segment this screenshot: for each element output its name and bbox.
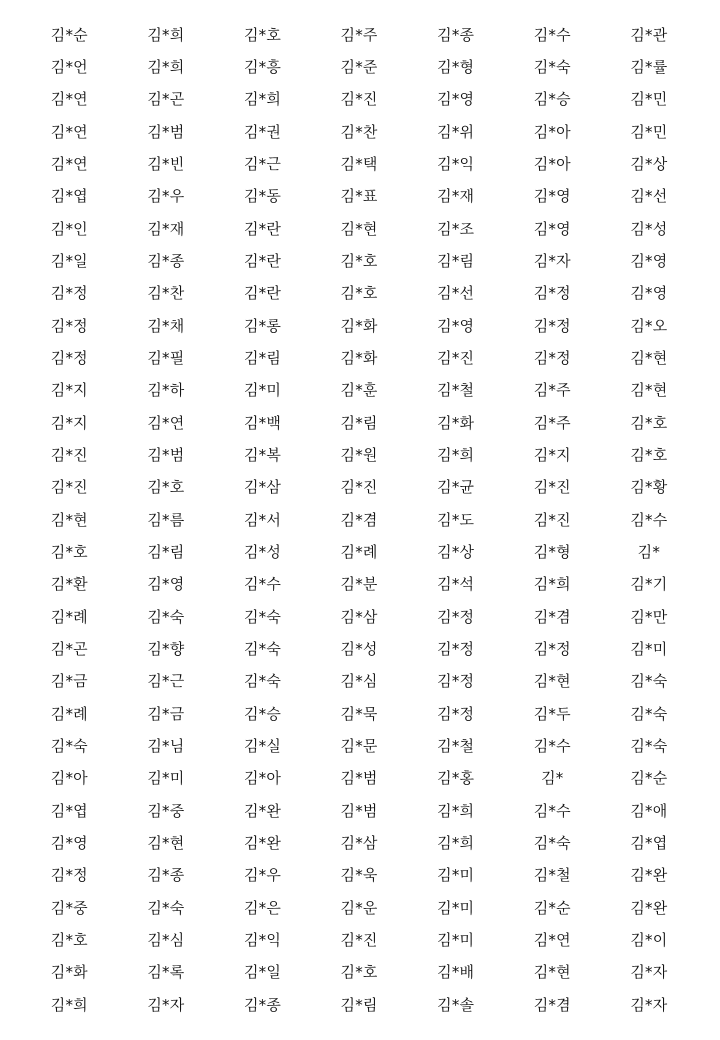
name-cell: 김*정	[437, 704, 475, 723]
name-cell: 김*림	[437, 251, 475, 270]
name-cell: 김*종	[243, 995, 282, 1014]
name-cell: 김*진	[533, 510, 571, 529]
name-cell: 김*호	[243, 25, 282, 44]
name-cell: 김*님	[147, 736, 185, 755]
name-cell: 김*배	[437, 963, 475, 982]
name-cell: 김*희	[243, 90, 282, 109]
name-cell: 김*만	[630, 607, 668, 626]
name-cell: 김*현	[147, 833, 185, 852]
name-cell: 김*택	[340, 154, 378, 173]
name-cell: 김*우	[147, 187, 185, 206]
name-cell: 김*화	[340, 316, 378, 335]
name-cell: 김*영	[630, 284, 668, 303]
name-cell: 김*겸	[533, 995, 571, 1014]
name-cell: 김*례	[50, 607, 88, 626]
name-cell: 김*표	[340, 187, 378, 206]
name-cell: 김*중	[50, 898, 88, 917]
name-cell: 김*금	[147, 704, 185, 723]
name-cell: 김*미	[437, 930, 475, 949]
name-cell: 김*호	[340, 251, 378, 270]
name-cell: 김*형	[437, 57, 475, 76]
name-cell: 김*황	[630, 478, 668, 497]
name-cell: 김*재	[147, 219, 185, 238]
name-cell: 김*애	[630, 801, 668, 820]
name-cell: 김*영	[147, 575, 185, 594]
name-cell: 김*민	[630, 122, 668, 141]
name-cell: 김*정	[50, 866, 88, 885]
name-cell: 김*일	[50, 251, 88, 270]
name-cell: 김*복	[243, 445, 282, 464]
name-cell: 김*도	[437, 510, 475, 529]
name-cell: 김*현	[630, 381, 668, 400]
name-cell: 김*겸	[340, 510, 378, 529]
name-cell: 김*지	[50, 413, 88, 432]
name-cell: 김*근	[243, 154, 282, 173]
name-cell: 김*숙	[630, 704, 668, 723]
name-cell: 김*미	[437, 898, 475, 917]
name-cell: 김*희	[437, 445, 475, 464]
name-cell: 김*	[541, 769, 564, 788]
name-cell: 김*미	[243, 381, 282, 400]
name-cell: 김*훈	[340, 381, 378, 400]
name-cell: 김*상	[630, 154, 668, 173]
name-cell: 김*호	[630, 445, 668, 464]
name-cell: 김*인	[50, 219, 88, 238]
name-cell: 김*형	[533, 542, 571, 561]
name-cell: 김*정	[533, 284, 571, 303]
name-list-grid	[21, 19, 697, 1021]
name-cell: 김*실	[243, 736, 282, 755]
name-cell: 김*채	[147, 316, 185, 335]
name-cell: 김*화	[50, 963, 88, 982]
name-cell: 김*승	[243, 704, 282, 723]
name-cell: 김*숙	[630, 736, 668, 755]
name-cell: 김*백	[243, 413, 282, 432]
name-cell: 김*원	[340, 445, 378, 464]
name-cell: 김*롱	[243, 316, 282, 335]
name-cell: 김*희	[147, 57, 185, 76]
name-cell: 김*란	[243, 219, 282, 238]
name-cell: 김*숙	[243, 639, 282, 658]
name-cell: 김*희	[533, 575, 571, 594]
name-cell: 김*범	[340, 801, 378, 820]
name-cell: 김*희	[437, 833, 475, 852]
name-cell: 김*수	[243, 575, 282, 594]
name-cell: 김*완	[630, 866, 668, 885]
name-cell: 김*선	[630, 187, 668, 206]
name-cell: 김*균	[437, 478, 475, 497]
name-cell: 김*은	[243, 898, 282, 917]
name-cell: 김*성	[340, 639, 378, 658]
name-cell: 김*삼	[340, 833, 378, 852]
name-cell: 김*완	[630, 898, 668, 917]
name-cell: 김*림	[340, 995, 378, 1014]
name-cell: 김*현	[533, 672, 571, 691]
name-cell: 김*석	[437, 575, 475, 594]
name-cell: 김*호	[340, 963, 378, 982]
name-cell: 김*중	[147, 801, 185, 820]
name-cell: 김*기	[630, 575, 668, 594]
name-cell: 김*현	[533, 963, 571, 982]
name-cell: 김*란	[243, 251, 282, 270]
name-cell: 김*숙	[630, 672, 668, 691]
name-cell: 김*숙	[50, 736, 88, 755]
name-cell: 김*운	[340, 898, 378, 917]
name-cell: 김*곤	[50, 639, 88, 658]
name-cell: 김*진	[340, 478, 378, 497]
name-cell: 김*수	[533, 801, 571, 820]
name-cell: 김*림	[340, 413, 378, 432]
name-cell: 김*준	[340, 57, 378, 76]
name-cell: 김*영	[533, 187, 571, 206]
name-cell: 김*아	[243, 769, 282, 788]
name-cell: 김*영	[630, 251, 668, 270]
name-cell: 김*수	[533, 736, 571, 755]
name-cell: 김*정	[437, 607, 475, 626]
name-cell: 김*화	[340, 348, 378, 367]
name-cell: 김*연	[533, 930, 571, 949]
name-cell: 김*숙	[243, 672, 282, 691]
name-cell: 김*욱	[340, 866, 378, 885]
name-cell: 김*문	[340, 736, 378, 755]
name-cell: 김*엽	[50, 187, 88, 206]
name-cell: 김*호	[50, 542, 88, 561]
name-cell: 김*주	[533, 381, 571, 400]
name-cell: 김*진	[340, 90, 378, 109]
name-cell: 김*숙	[147, 607, 185, 626]
name-cell: 김*순	[630, 769, 668, 788]
name-cell: 김*지	[533, 445, 571, 464]
name-cell: 김*미	[630, 639, 668, 658]
name-cell: 김*정	[50, 316, 88, 335]
name-cell: 김*정	[437, 639, 475, 658]
name-cell: 김*분	[340, 575, 378, 594]
name-cell: 김*종	[147, 251, 185, 270]
name-cell: 김*호	[630, 413, 668, 432]
name-cell: 김*숙	[533, 833, 571, 852]
name-cell: 김*삼	[340, 607, 378, 626]
name-cell: 김*영	[533, 219, 571, 238]
name-cell: 김*미	[437, 866, 475, 885]
name-cell: 김*숙	[243, 607, 282, 626]
name-cell: 김*영	[50, 833, 88, 852]
name-cell: 김*미	[147, 769, 185, 788]
name-cell: 김*자	[533, 251, 571, 270]
name-cell: 김*민	[630, 90, 668, 109]
name-cell: 김*지	[50, 381, 88, 400]
name-cell: 김*주	[340, 25, 378, 44]
name-cell: 김*일	[243, 963, 282, 982]
name-cell: 김*진	[50, 478, 88, 497]
name-cell: 김*영	[437, 316, 475, 335]
name-cell: 김*호	[147, 478, 185, 497]
name-cell: 김*순	[533, 898, 571, 917]
name-cell: 김*정	[533, 348, 571, 367]
name-cell: 김*희	[50, 995, 88, 1014]
name-cell: 김*심	[340, 672, 378, 691]
name-cell: 김*화	[437, 413, 475, 432]
name-cell: 김*조	[437, 219, 475, 238]
name-cell: 김*림	[147, 542, 185, 561]
name-cell: 김*종	[147, 866, 185, 885]
name-cell: 김*숙	[533, 57, 571, 76]
name-cell: 김*영	[437, 90, 475, 109]
name-cell: 김*정	[533, 639, 571, 658]
name-cell: 김*동	[243, 187, 282, 206]
name-cell: 김*주	[533, 413, 571, 432]
name-cell: 김*성	[243, 542, 282, 561]
name-cell: 김*자	[147, 995, 185, 1014]
name-cell: 김*솔	[437, 995, 475, 1014]
name-cell: 김*찬	[147, 284, 185, 303]
name-cell: 김*홍	[437, 769, 475, 788]
name-cell: 김*오	[630, 316, 668, 335]
name-cell: 김*우	[243, 866, 282, 885]
name-cell: 김*자	[630, 995, 668, 1014]
name-cell: 김*선	[437, 284, 475, 303]
name-cell: 김*록	[147, 963, 185, 982]
name-cell: 김*익	[437, 154, 475, 173]
name-cell: 김*진	[533, 478, 571, 497]
name-cell: 김*관	[630, 25, 668, 44]
name-cell: 김*하	[147, 381, 185, 400]
name-cell: 김*호	[340, 284, 378, 303]
name-cell: 김*현	[50, 510, 88, 529]
name-cell: 김*엽	[630, 833, 668, 852]
name-cell: 김*숙	[147, 898, 185, 917]
name-cell: 김*완	[243, 801, 282, 820]
name-cell: 김*	[637, 542, 661, 561]
name-cell: 김*서	[243, 510, 282, 529]
name-cell: 김*아	[533, 154, 571, 173]
name-cell: 김*현	[340, 219, 378, 238]
name-cell: 김*정	[437, 672, 475, 691]
name-cell: 김*연	[50, 154, 88, 173]
name-cell: 김*연	[50, 122, 88, 141]
name-cell: 김*진	[340, 930, 378, 949]
name-cell: 김*례	[50, 704, 88, 723]
name-cell: 김*순	[50, 25, 88, 44]
name-cell: 김*두	[533, 704, 571, 723]
name-cell: 김*아	[533, 122, 571, 141]
name-cell: 김*빈	[147, 154, 185, 173]
name-cell: 김*범	[147, 122, 185, 141]
name-cell: 김*완	[243, 833, 282, 852]
name-cell: 김*호	[50, 930, 88, 949]
name-cell: 김*진	[50, 445, 88, 464]
name-cell: 김*묵	[340, 704, 378, 723]
name-cell: 김*희	[437, 801, 475, 820]
name-cell: 김*란	[243, 284, 282, 303]
name-cell: 김*연	[147, 413, 185, 432]
name-cell: 김*종	[437, 25, 475, 44]
name-cell: 김*언	[50, 57, 88, 76]
name-cell: 김*익	[243, 930, 282, 949]
name-cell: 김*필	[147, 348, 185, 367]
name-cell: 김*성	[630, 219, 668, 238]
name-cell: 김*향	[147, 639, 185, 658]
name-cell: 김*철	[533, 866, 571, 885]
name-cell: 김*례	[340, 542, 378, 561]
name-cell: 김*수	[630, 510, 668, 529]
name-cell: 김*희	[147, 25, 185, 44]
name-cell: 김*근	[147, 672, 185, 691]
name-cell: 김*위	[437, 122, 475, 141]
name-cell: 김*률	[630, 57, 668, 76]
name-cell: 김*재	[437, 187, 475, 206]
name-cell: 김*범	[340, 769, 378, 788]
name-cell: 김*권	[243, 122, 282, 141]
name-cell: 김*철	[437, 381, 475, 400]
name-cell: 김*연	[50, 90, 88, 109]
name-cell: 김*정	[533, 316, 571, 335]
name-cell: 김*정	[50, 348, 88, 367]
name-cell: 김*범	[147, 445, 185, 464]
name-cell: 김*정	[50, 284, 88, 303]
name-cell: 김*름	[147, 510, 185, 529]
name-cell: 김*엽	[50, 801, 88, 820]
name-cell: 김*수	[533, 25, 571, 44]
name-cell: 김*현	[630, 348, 668, 367]
name-cell: 김*심	[147, 930, 185, 949]
name-cell: 김*삼	[243, 478, 282, 497]
name-cell: 김*금	[50, 672, 88, 691]
name-cell: 김*흥	[243, 57, 282, 76]
name-cell: 김*겸	[533, 607, 571, 626]
name-cell: 김*철	[437, 736, 475, 755]
name-cell: 김*아	[50, 769, 88, 788]
name-cell: 김*림	[243, 348, 282, 367]
name-cell: 김*자	[630, 963, 668, 982]
name-cell: 김*이	[630, 930, 668, 949]
name-cell: 김*찬	[340, 122, 378, 141]
name-cell: 김*환	[50, 575, 88, 594]
name-cell: 김*승	[533, 90, 571, 109]
name-cell: 김*진	[437, 348, 475, 367]
name-cell: 김*곤	[147, 90, 185, 109]
name-cell: 김*상	[437, 542, 475, 561]
